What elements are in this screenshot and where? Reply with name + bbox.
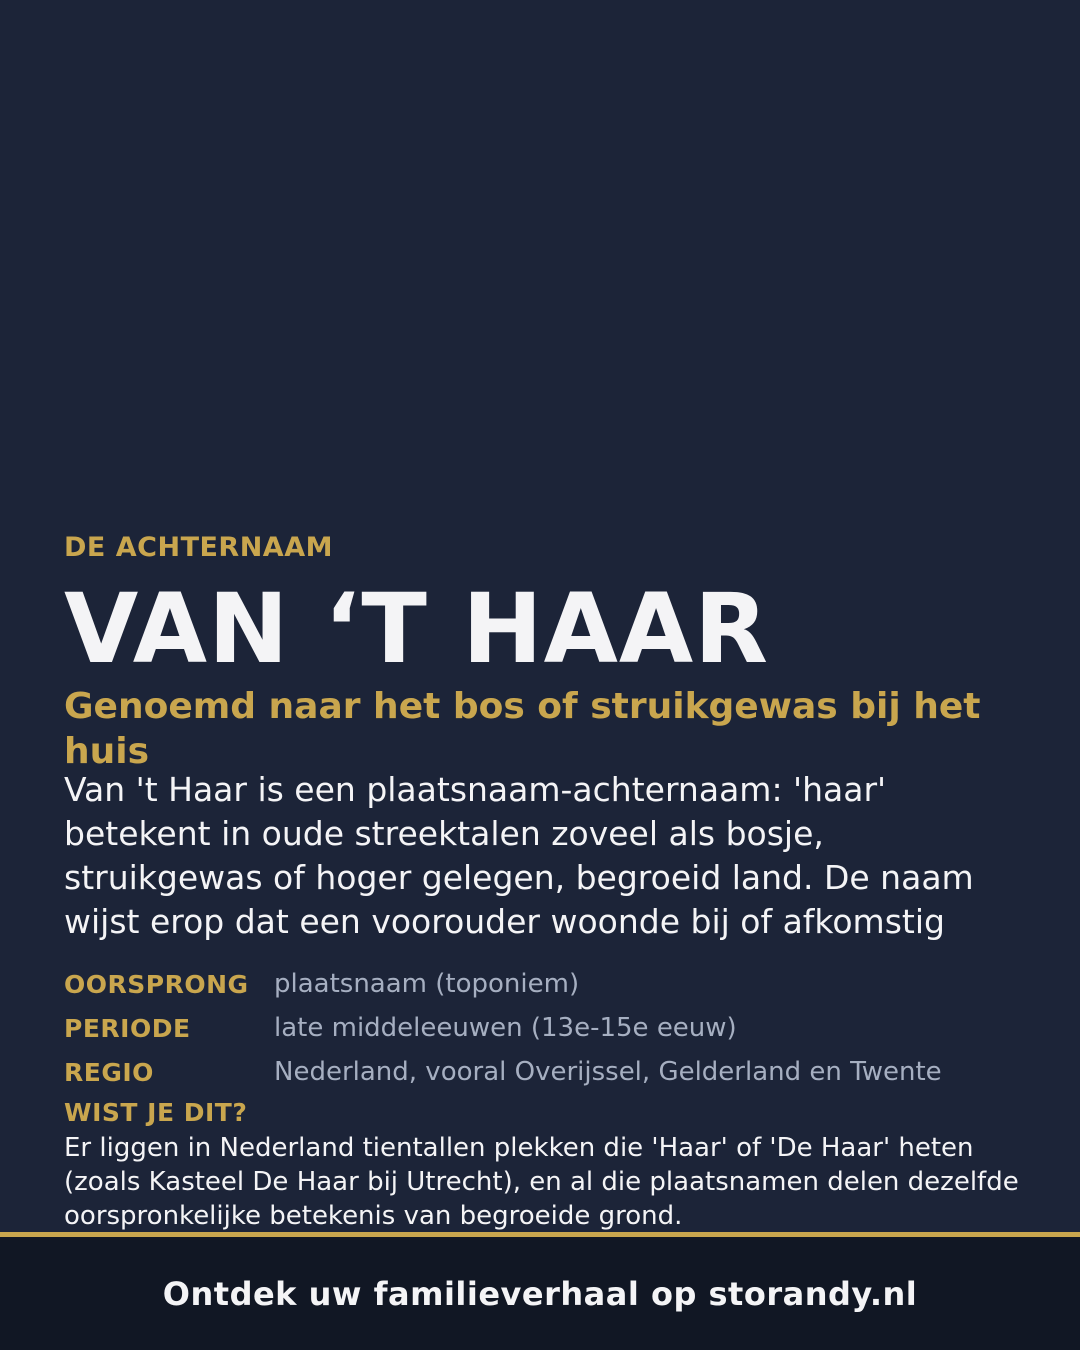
fact-label: REGIO — [64, 1057, 154, 1087]
fact-label: OORSPRONG — [64, 969, 249, 999]
fact-value: late middeleeuwen (13e-15e eeuw) — [274, 1013, 737, 1043]
fact-row-origin — [64, 962, 1024, 1006]
fact-row-period — [64, 1006, 1024, 1050]
surname-subtitle: Genoemd naar het bos of struikgewas bij het huis — [64, 686, 981, 772]
surname-title: VAN ‘T HAAR — [64, 573, 770, 685]
fact-row-region — [64, 1050, 1024, 1094]
fact-label: PERIODE — [64, 1013, 191, 1043]
trivia-title: WIST JE DIT? — [64, 1098, 248, 1127]
facts-list — [64, 962, 1024, 1094]
trivia-text: Er liggen in Nederland tientallen plekken die 'Haar' of 'De Haar' heten (zoals Kasteel De Haar bij Utrecht), en al die plaatsnamen delen dezelfde oorspronkelijke betekenis van begroeide grond. — [64, 1133, 1019, 1231]
fact-value: plaatsnaam (toponiem) — [274, 969, 580, 999]
surname-description: Van 't Haar is een plaatsnaam-achternaam: 'haar' betekent in oude streektalen zoveel als bosje, struikgewas of hoger gelegen, begroeid land. De naam wijst erop dat een voorouder woonde bij of afkomstig — [64, 770, 974, 941]
footer-cta: Ontdek uw familieverhaal op storandy.nl — [162, 1274, 918, 1313]
footer-bar — [0, 1237, 1080, 1350]
eyebrow-label: DE ACHTERNAAM — [64, 532, 333, 563]
fact-value: Nederland, vooral Overijssel, Gelderland en Twente — [274, 1057, 942, 1087]
